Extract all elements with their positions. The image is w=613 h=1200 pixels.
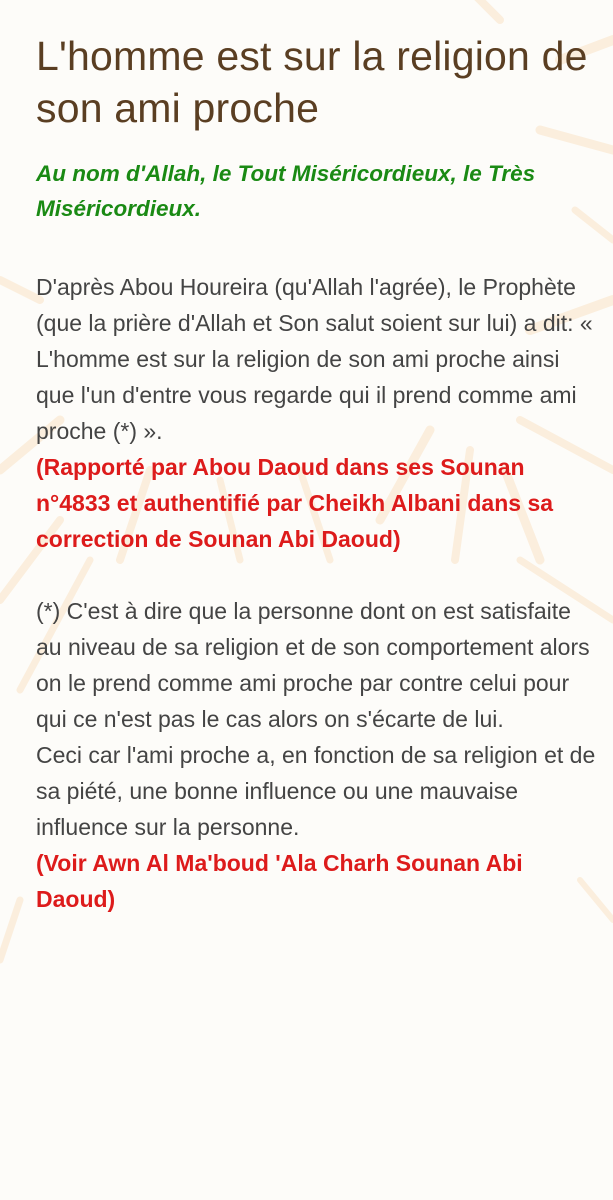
explanation-continuation: Ceci car l'ami proche a, en fonction de sa religion et de sa piété, une bonne influence ou une mauvaise influence sur la personne. <box>36 742 596 840</box>
article-content <box>36 30 596 917</box>
hadith-text: D'après Abou Houreira (qu'Allah l'agrée), le Prophète (que la prière d'Allah et Son salut soient sur lui) a dit: « L'homme est sur la religion de son ami proche ainsi que l'un d'entre vous regarde qui il prend comme ami proche (*) ». <box>36 274 593 444</box>
article-title: L'homme est sur la religion de son ami proche <box>36 33 588 131</box>
note-source: (Voir Awn Al Ma'boud 'Ala Charh Sounan Abi Daoud) <box>36 850 523 912</box>
explanation-note: (*) C'est à dire que la personne dont on est satisfaite au niveau de sa religion et de son comportement alors on le prend comme ami proche par contre celui pour qui ce n'est pas le cas alors on s'écarte de lui. <box>36 598 590 732</box>
basmala-invocation: Au nom d'Allah, le Tout Miséricordieux, le Très Miséricordieux. <box>36 161 536 221</box>
hadith-source: (Rapporté par Abou Daoud dans ses Sounan n°4833 et authentifié par Cheikh Albani dans sa correction de Sounan Abi Daoud) <box>36 454 554 552</box>
